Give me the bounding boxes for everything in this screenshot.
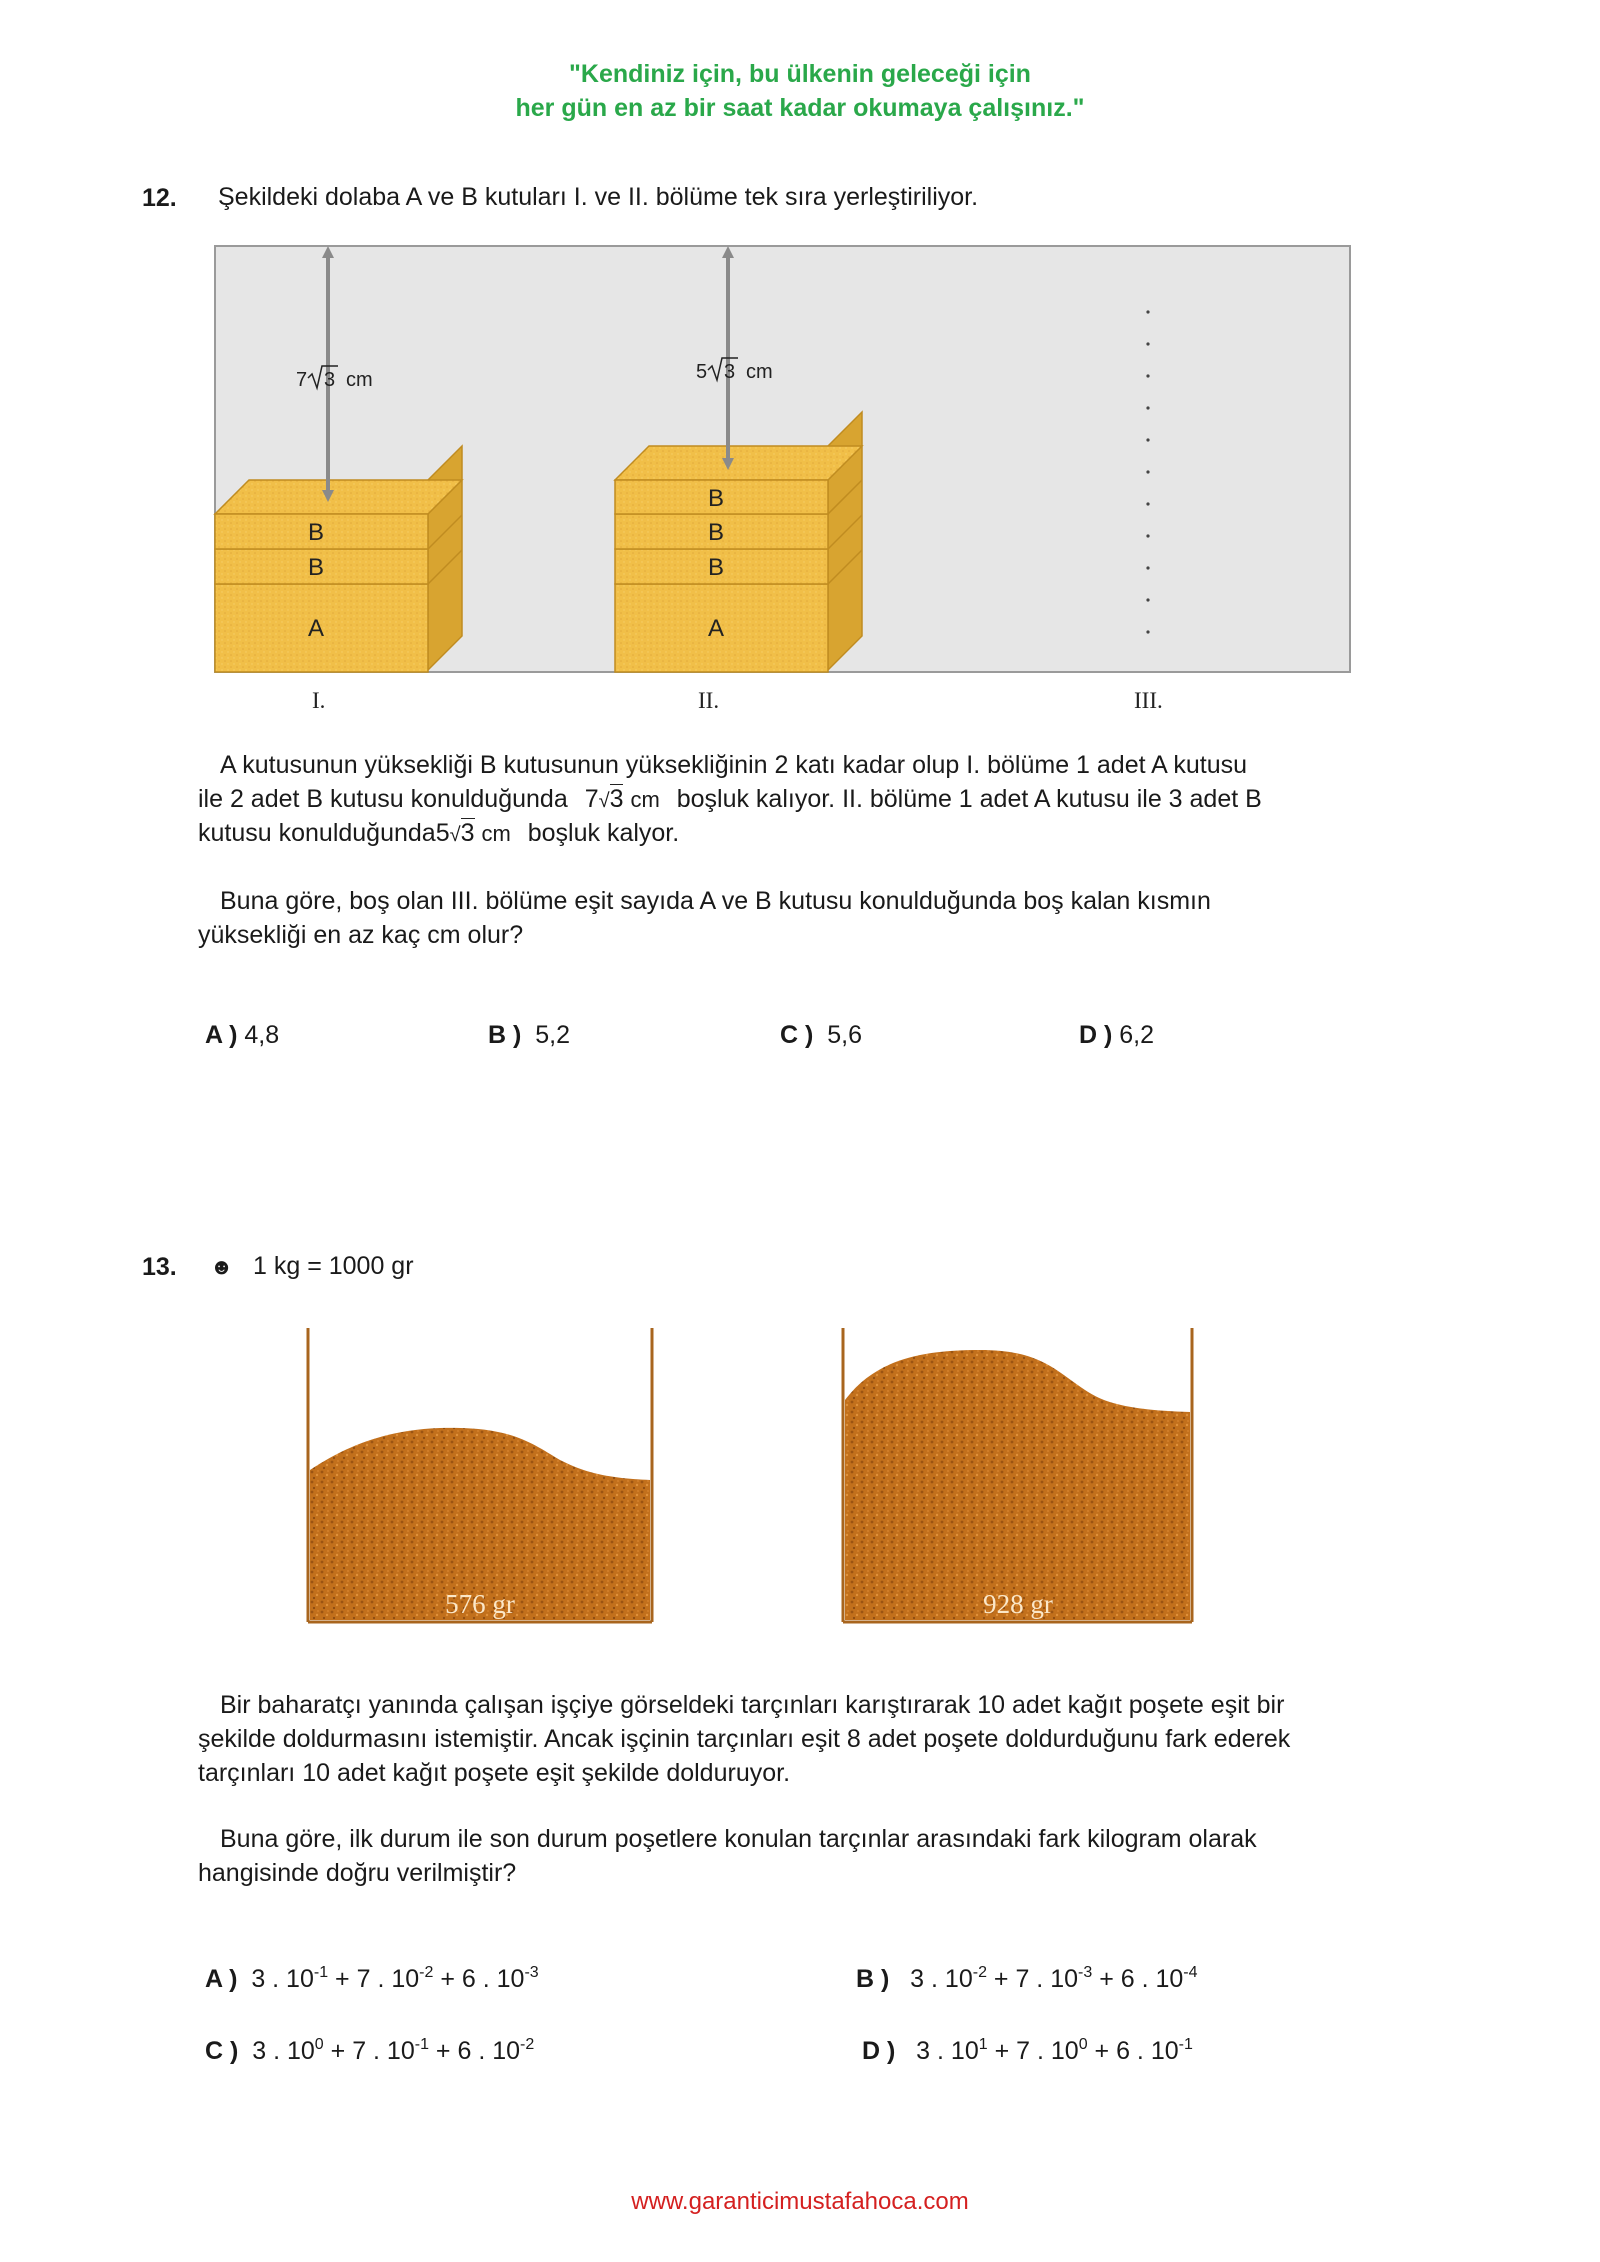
box-b-label-2b: B [708,519,725,546]
box-b-label-1b: B [308,554,325,581]
cinnamon-pile-2 [845,1350,1190,1620]
box-a-label-1: A [308,615,325,642]
q12-para1-line3: kutusu konulduğunda5√3 cm boşluk kalyor. [198,816,679,852]
radical-5sqrt3: 5√3 cm [435,819,511,847]
section-label-3: III. [1134,688,1163,713]
svg-text:5: 5 [696,361,708,383]
svg-text:7: 7 [296,369,308,391]
q13-option-a[interactable]: A ) 3 . $10^{-1} + 7$ . $10^{-2} + 6$ . $10^{-3}$ [205,1964,539,1993]
q12-para1-line1: A kutusunun yüksekliği B kutusunun yüksekliğinin 2 katı kadar olup I. bölüme 1 adet A kutusu [220,751,1248,779]
stack-2 [615,412,862,672]
cabinet-figure [200,240,1360,720]
svg-text:3: 3 [724,361,736,383]
q13-para1-line1: Bir baharatçı yanında çalışan işçiye görseldeki tarçınları karıştırarak 10 adet kağıt poşete eşit bir [220,1691,1285,1719]
q13-option-c[interactable]: C ) 3 . $10^0 + 7$ . $10^{-1} + 6$ . $10^{-2}$ [205,2036,535,2065]
q12-option-c[interactable]: C ) 5,6 [780,1021,862,1049]
stack-1 [215,446,462,672]
q13-para2-line1: Buna göre, ilk durum ile son durum poşetlere konulan tarçınlar arasındaki fark kilogram olarak [220,1825,1257,1853]
q13-option-d[interactable]: D ) 3 . $10^1 + 7$ . $10^0 + 6$ . $10^{-1}$ [862,2036,1193,2065]
cinnamon-figure [300,1320,1200,1660]
box-b-label-2c: B [708,554,725,581]
q12-option-b[interactable]: B ) 5,2 [488,1021,570,1049]
box-a-label-2: A [708,615,725,642]
q13-para1-line2: şekilde doldurmasını istemiştir. Ancak işçinin tarçınları eşit 8 adet poşete doldurduğunu fark ederek [198,1725,1291,1753]
q13-option-b[interactable]: B ) 3 . $10^{-2} + 7$ . $10^{-3} + 6$ . $10^{-4}$ [856,1964,1198,1993]
question-12-prompt: Şekildeki dolaba A ve B kutuları I. ve II. bölüme tek sıra yerleştiriliyor. [218,183,979,211]
unit-note: 1 kg = 1000 gr [253,1252,414,1280]
section-label-2: II. [698,688,720,713]
question-12-number: 12. [142,184,177,212]
q12-para2-line1: Buna göre, boş olan III. bölüme eşit sayıda A ve B kutusu konulduğunda boş kalan kısmın [220,887,1211,915]
radical-7sqrt3: 7√3 cm [584,785,660,813]
q13-para2-line2: hangisinde doğru verilmiştir? [198,1859,517,1887]
box-b-label-2a: B [708,485,725,512]
jar-2 [843,1328,1192,1622]
svg-text:3: 3 [324,369,336,391]
motto-line-1: "Kendiniz için, bu ülkenin geleceği için [569,60,1031,88]
q12-para1-line2: ile 2 adet B kutusu konulduğunda 7√3 cm boşluk kalıyor. II. bölüme 1 adet A kutusu ile 3 adet B [198,782,1262,818]
section-label-1: I. [312,688,326,713]
footer-url[interactable]: www.garanticimustafahoca.com [631,2188,969,2215]
jar-1-label: 576 gr [445,1589,515,1619]
q13-para1-line3: tarçınları 10 adet kağıt poşete eşit şekilde dolduruyor. [198,1759,791,1787]
question-13-number: 13. [142,1253,177,1281]
q12-option-a[interactable]: A ) 4,8 [205,1021,280,1049]
q12-para2-line2: yüksekliği en az kaç cm olur? [198,921,524,949]
smiley-bullet-icon: ☻ [210,1254,234,1279]
svg-text:cm: cm [746,361,773,383]
q12-option-d[interactable]: D ) 6,2 [1079,1021,1155,1049]
box-b-label-1a: B [308,519,325,546]
svg-text:cm: cm [346,369,373,391]
jar-2-label: 928 gr [983,1589,1053,1619]
motto-line-2: her gün en az bir saat kadar okumaya çalışınız." [515,94,1085,122]
jar-1 [308,1328,652,1622]
